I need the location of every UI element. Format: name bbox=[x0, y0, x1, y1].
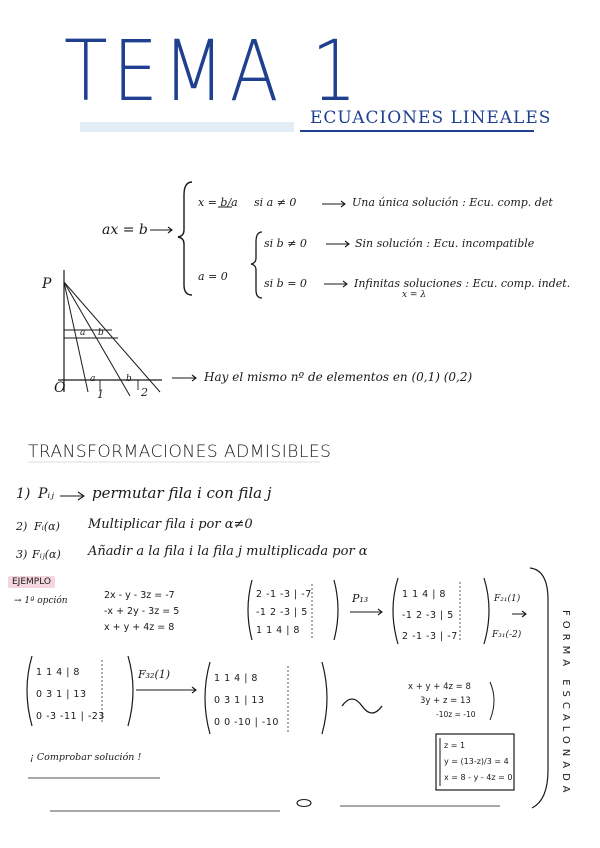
system2-row-2: 3y + z = 13 bbox=[420, 696, 471, 706]
case2b-cond: si b = 0 bbox=[264, 277, 307, 290]
example-system-2 bbox=[408, 680, 476, 722]
case2a-cond: si b ≠ 0 bbox=[264, 237, 307, 250]
graph-note: Hay el mismo nº de elementos en (0,1) (0,2) bbox=[204, 370, 473, 384]
example-label: EJEMPLO bbox=[8, 576, 55, 588]
case2a-result: Sin solución : Ecu. incompatible bbox=[355, 237, 535, 250]
matrix-1 bbox=[256, 586, 312, 640]
solution-row-2: y = (13-z)/3 = 4 bbox=[444, 757, 509, 766]
matrix-2-row-3: 2 -1 -3 | -7 bbox=[402, 631, 458, 642]
graph-b-label: b bbox=[98, 328, 104, 338]
case2b-result: Infinitas soluciones : Ecu. comp. indet. bbox=[354, 277, 571, 290]
matrix-4-row-3: 0 0 -10 | -10 bbox=[214, 717, 279, 728]
op-f21: F₂₁(1) bbox=[494, 594, 521, 604]
page-title: TEMA 1 bbox=[64, 22, 362, 120]
op-p13: P₁₃ bbox=[352, 592, 369, 605]
solution-row-1: z = 1 bbox=[444, 741, 466, 750]
solution-row-3: x = 8 - y - 4z = 0 bbox=[444, 773, 513, 782]
matrix-3-row-1: 1 1 4 | 8 bbox=[36, 667, 80, 678]
graph-o-label: O bbox=[54, 380, 66, 396]
transform-item-2-text: Multiplicar fila i por α≠0 bbox=[88, 517, 253, 532]
graph-a-label: a bbox=[80, 328, 86, 338]
matrix-2-row-1: 1 1 4 | 8 bbox=[402, 589, 446, 600]
matrix-2 bbox=[402, 584, 458, 647]
matrix-4-row-1: 1 1 4 | 8 bbox=[214, 673, 258, 684]
case2-lhs: a = 0 bbox=[198, 270, 228, 283]
graph-p-label: P bbox=[42, 276, 52, 292]
graph-b-tick: b bbox=[126, 374, 132, 384]
system-row-2: -x + 2y - 3z = 5 bbox=[104, 606, 180, 617]
matrix-1-row-1: 2 -1 -3 | -7 bbox=[256, 589, 312, 600]
transform-item-3-num: 3) bbox=[16, 548, 28, 561]
graph-tick-2: 2 bbox=[141, 386, 148, 399]
transform-item-1-op: Pᵢⱼ bbox=[38, 486, 54, 502]
system-row-3: x + y + 4z = 8 bbox=[104, 622, 175, 633]
solution-box bbox=[444, 738, 512, 786]
transform-heading: TRANSFORMACIONES ADMISIBLES bbox=[28, 442, 332, 462]
example-system bbox=[104, 588, 179, 636]
transform-item-3-text: Añadir a la fila i la fila j multiplicada por α bbox=[88, 544, 368, 559]
side-label-forma-escalonada: FORMA ESCALONADA bbox=[560, 610, 571, 798]
case1-result: Una única solución : Ecu. comp. det bbox=[352, 196, 553, 209]
matrix-3 bbox=[36, 662, 105, 728]
system2-row-3: -10z = -10 bbox=[436, 710, 476, 719]
case1-expr: x = b/a bbox=[198, 196, 238, 209]
graph-a-tick: a bbox=[90, 374, 96, 384]
transform-item-1-text: permutar fila i con fila j bbox=[92, 484, 272, 502]
matrix-1-row-3: 1 1 4 | 8 bbox=[256, 625, 300, 636]
matrix-4 bbox=[214, 668, 279, 734]
case2b-note: x = λ bbox=[402, 290, 427, 300]
matrix-3-row-2: 0 3 1 | 13 bbox=[36, 689, 87, 700]
case1-cond: si a ≠ 0 bbox=[254, 196, 297, 209]
op-f32: F₃₂(1) bbox=[138, 668, 171, 681]
system2-row-1: x + y + 4z = 8 bbox=[408, 682, 471, 692]
eq-lhs: ax = b bbox=[102, 222, 148, 238]
matrix-2-row-2: -1 2 -3 | 5 bbox=[402, 610, 454, 621]
example-option: → 1ª opción bbox=[14, 596, 68, 606]
transform-item-3-op: Fᵢⱼ(α) bbox=[32, 548, 61, 561]
transform-item-1-num: 1) bbox=[16, 486, 31, 502]
check-note: ¡ Comprobar solución ! bbox=[30, 752, 142, 763]
transform-item-2-num: 2) bbox=[16, 520, 28, 533]
matrix-4-row-2: 0 3 1 | 13 bbox=[214, 695, 265, 706]
system-row-1: 2x - y - 3z = -7 bbox=[104, 590, 175, 601]
page-subtitle: ECUACIONES LINEALES bbox=[310, 108, 552, 128]
op-f31: F₃₁(-2) bbox=[492, 630, 522, 640]
matrix-3-row-3: 0 -3 -11 | -23 bbox=[36, 711, 105, 722]
graph-tick-1: 1 bbox=[97, 388, 104, 401]
matrix-1-row-2: -1 2 -3 | 5 bbox=[256, 607, 308, 618]
transform-item-2-op: Fᵢ(α) bbox=[34, 520, 60, 533]
